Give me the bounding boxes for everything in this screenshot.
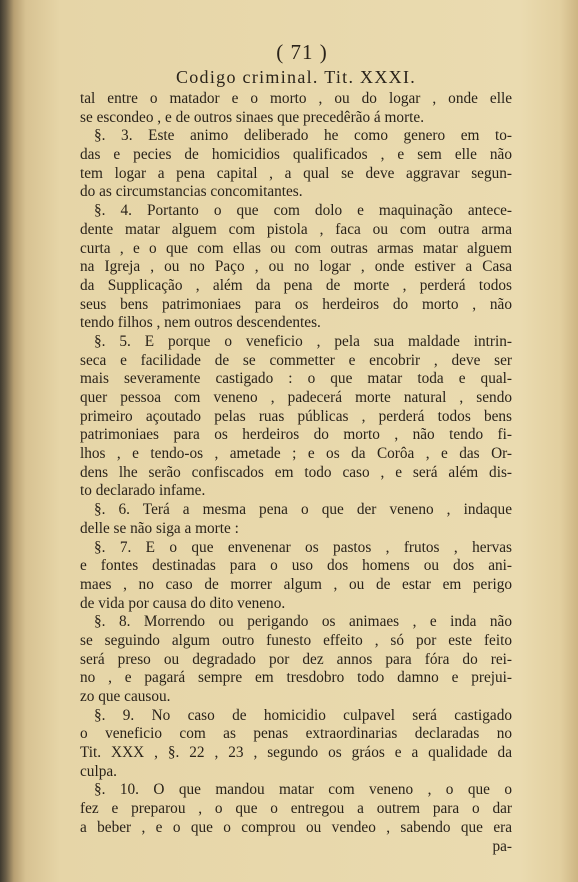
text-line: to declarado infame. xyxy=(80,482,206,500)
text-line: o veneficio com as penas extraordinarias declaradas no xyxy=(80,725,512,743)
text-line: §. 10. O que mandou matar com veneno , o que o xyxy=(94,781,512,799)
text-line: seca e facilidade de se commetter e encobrir , deve ser xyxy=(80,351,512,369)
text-line: se escondeo , e de outros sinaes que precedêrão á morte. xyxy=(80,108,425,126)
text-line: §. 3. Este animo deliberado he como genero em to- xyxy=(94,127,512,145)
page-number: ( 71 ) xyxy=(276,40,328,64)
text-line: no , e pagará sempre em tresdobro todo damno e prejui- xyxy=(80,669,512,687)
text-line: §. 5. E porque o veneficio , pela sua maldade intrin- xyxy=(94,332,512,350)
text-line: das e pecies de homicidios qualificados , e sem elle não xyxy=(80,146,512,164)
catchword: pa- xyxy=(492,837,512,855)
text-line: delle se não siga a morte : xyxy=(80,519,239,537)
text-line: e fontes destinadas para o uso dos homens ou dos ani- xyxy=(80,557,512,575)
text-line: mais severamente castigado : o que matar toda e qual- xyxy=(80,370,512,388)
text-line: §. 6. Terá a mesma pena o que der veneno , indaque xyxy=(94,501,512,519)
text-line: na Igreja , ou no Paço , ou no logar , onde estiver a Casa xyxy=(80,258,512,276)
text-line: seus bens patrimoniaes para os herdeiros do morto , não xyxy=(80,295,512,313)
body-text xyxy=(80,90,512,838)
text-line: maes , no caso de morrer algum , ou de estar em perigo xyxy=(80,575,512,593)
text-line: §. 9. No caso de homicidio culpavel será castigado xyxy=(94,706,512,724)
text-line: quer pessoa com veneno , padecerá morte natural , sendo xyxy=(80,389,512,406)
text-line: curta , e o que com ellas ou com outras armas matar alguem xyxy=(80,239,512,257)
text-line: de vida por causa do dito veneno. xyxy=(80,594,286,612)
text-line: a beber , e o que o comprou ou vendeo , sabendo que era xyxy=(80,818,512,836)
text-line: §. 4. Portanto o que com dolo e maquinação antece- xyxy=(94,202,512,220)
text-line: lhos , e tendo-os , ametade ; e os da Corôa , e das Or- xyxy=(80,445,512,463)
text-line: patrimoniaes para os herdeiros do morto , não tendo fi- xyxy=(80,426,512,444)
page-text-block xyxy=(80,40,512,856)
text-line: culpa. xyxy=(80,762,117,780)
text-line: zo que causou. xyxy=(80,688,171,705)
text-line: Tit. XXX , §. 22 , 23 , segundo os gráos e a qualidade da xyxy=(80,744,512,762)
text-line: dente matar alguem com pistola , faca ou com outra arma xyxy=(80,220,512,238)
text-line: se seguindo algum outro funesto effeito , só por este feito xyxy=(80,631,512,649)
text-line: tal entre o matador e o morto , ou do logar , onde elle xyxy=(80,90,512,107)
text-line: da Supplicação , além da pena de morte , perderá todos xyxy=(80,276,512,294)
text-line: tendo filhos , nem outros descendentes. xyxy=(80,314,321,332)
text-line: tem logar a pena capital , a qual se deve aggravar segun- xyxy=(80,164,512,182)
text-line: será preso ou degradado por dez annos para fóra do rei- xyxy=(80,650,512,668)
text-line: primeiro açoutado pelas ruas públicas , perderá todos bens xyxy=(80,407,512,425)
text-line: fez e preparou , o que o entregou a outrem para o dar xyxy=(80,800,512,818)
text-line: §. 8. Morrendo ou perigando os animaes , e inda não xyxy=(94,613,512,631)
text-line: do as circumstancias concomitantes. xyxy=(80,183,303,201)
text-line: dens lhe serão confiscados em todo caso , e será além dis- xyxy=(80,463,512,481)
text-line: §. 7. E o que envenenar os pastos , frutos , hervas xyxy=(94,538,512,556)
running-head: Codigo criminal. Tit. XXXI. xyxy=(175,67,417,87)
